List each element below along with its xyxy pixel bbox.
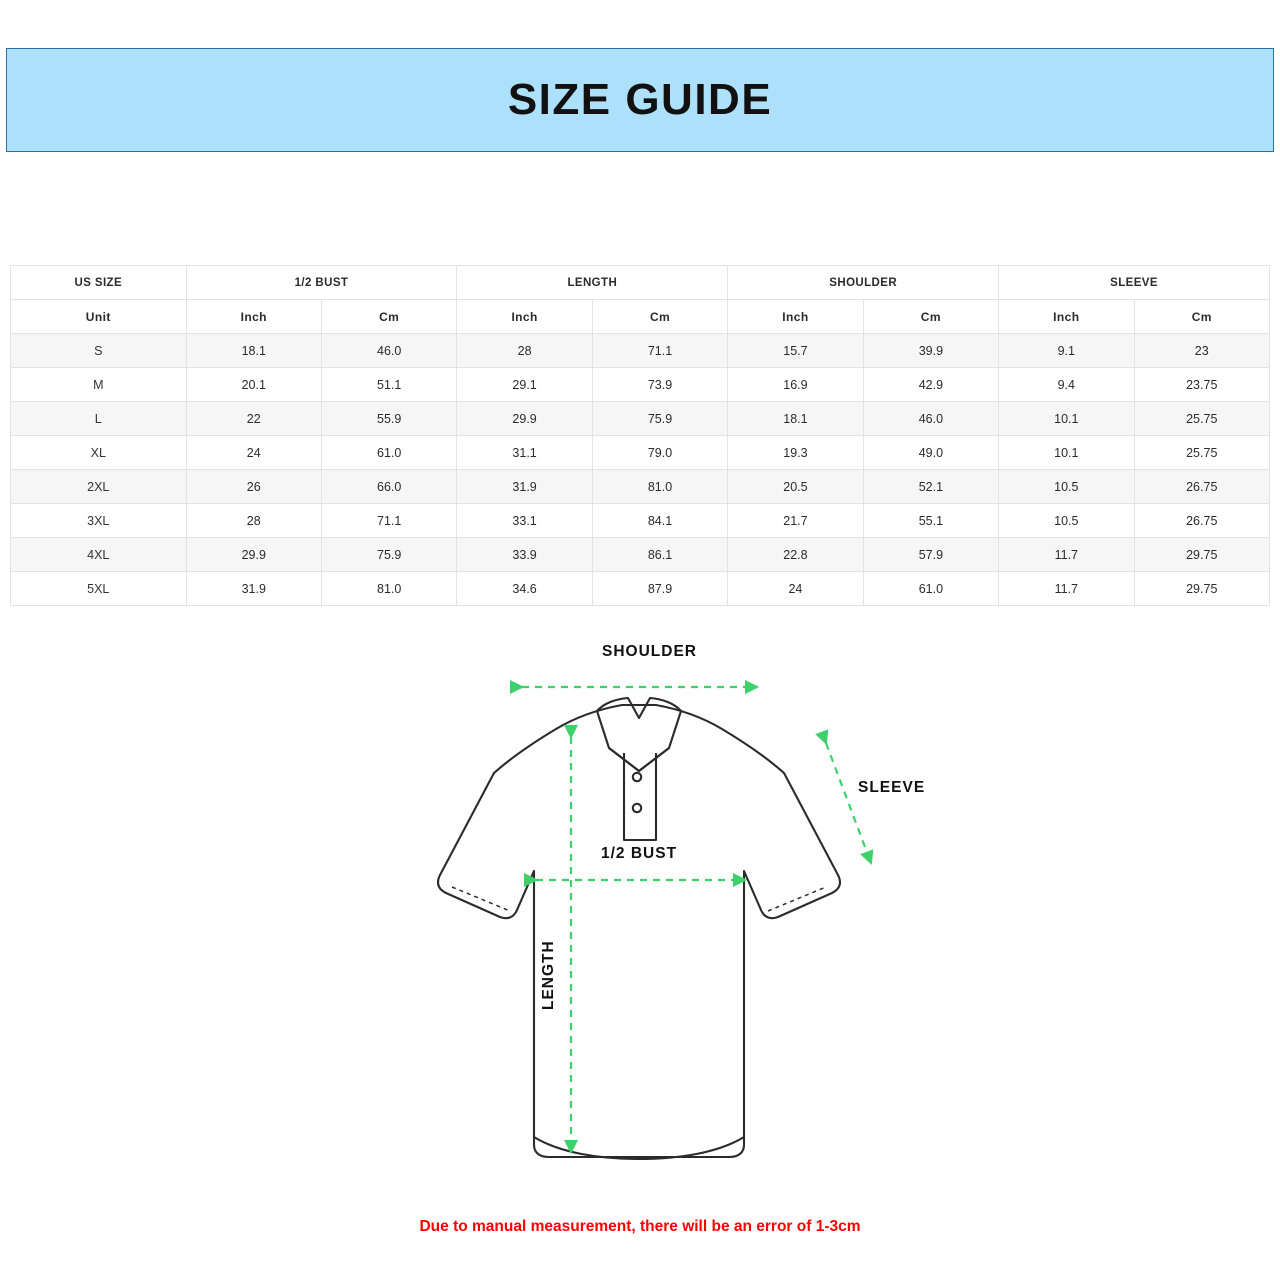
measurement-diagram (0, 625, 1280, 1205)
unit-label: Unit (11, 300, 187, 334)
cell-length-cm: 71.1 (592, 334, 727, 368)
unit-sleeve-inch: Inch (999, 300, 1134, 334)
size-table-container (10, 265, 1270, 606)
cell-shoulder-inch: 22.8 (728, 538, 863, 572)
cell-length-inch: 29.9 (457, 402, 592, 436)
cell-bust-inch: 28 (186, 504, 321, 538)
cell-length-cm: 86.1 (592, 538, 727, 572)
col-header-sleeve: SLEEVE (999, 266, 1270, 300)
measurement-arrows (522, 687, 871, 1152)
cell-sleeve-inch: 9.1 (999, 334, 1134, 368)
table-row (11, 572, 1270, 606)
cell-bust-cm: 61.0 (321, 436, 456, 470)
cell-length-inch: 31.9 (457, 470, 592, 504)
cell-size: S (11, 334, 187, 368)
page-title: SIZE GUIDE (507, 75, 773, 124)
polo-shirt-illustration (0, 625, 1280, 1205)
table-unit-header-row (11, 300, 1270, 334)
measurement-disclaimer: Due to manual measurement, there will be an error of 1-3cm (419, 1218, 861, 1235)
cell-shoulder-inch: 16.9 (728, 368, 863, 402)
cell-sleeve-cm: 25.75 (1134, 436, 1269, 470)
shirt-outline (438, 698, 840, 1159)
cell-sleeve-inch: 10.5 (999, 470, 1134, 504)
cell-shoulder-inch: 18.1 (728, 402, 863, 436)
col-header-us-size: US SIZE (11, 266, 187, 300)
page-banner (6, 48, 1274, 152)
cell-size: 5XL (11, 572, 187, 606)
cell-length-inch: 28 (457, 334, 592, 368)
cell-bust-inch: 20.1 (186, 368, 321, 402)
cell-sleeve-inch: 10.1 (999, 402, 1134, 436)
cell-sleeve-inch: 10.5 (999, 504, 1134, 538)
cell-length-cm: 75.9 (592, 402, 727, 436)
table-row (11, 334, 1270, 368)
size-table (10, 265, 1270, 606)
cell-size: 4XL (11, 538, 187, 572)
cell-bust-inch: 22 (186, 402, 321, 436)
cell-length-inch: 33.1 (457, 504, 592, 538)
cell-length-inch: 34.6 (457, 572, 592, 606)
cell-sleeve-inch: 9.4 (999, 368, 1134, 402)
cell-shoulder-cm: 57.9 (863, 538, 998, 572)
cell-length-cm: 73.9 (592, 368, 727, 402)
cell-size: L (11, 402, 187, 436)
table-row (11, 470, 1270, 504)
cell-sleeve-cm: 29.75 (1134, 572, 1269, 606)
label-sleeve: SLEEVE (858, 779, 926, 796)
cell-bust-cm: 66.0 (321, 470, 456, 504)
cell-length-inch: 33.9 (457, 538, 592, 572)
cell-sleeve-inch: 11.7 (999, 538, 1134, 572)
sleeve-arrow (826, 743, 871, 863)
cell-bust-cm: 46.0 (321, 334, 456, 368)
cell-bust-cm: 55.9 (321, 402, 456, 436)
col-header-length: LENGTH (457, 266, 728, 300)
cell-sleeve-cm: 26.75 (1134, 470, 1269, 504)
cell-bust-cm: 51.1 (321, 368, 456, 402)
cell-shoulder-cm: 46.0 (863, 402, 998, 436)
cell-bust-inch: 18.1 (186, 334, 321, 368)
table-row (11, 368, 1270, 402)
cell-bust-cm: 81.0 (321, 572, 456, 606)
cell-sleeve-cm: 29.75 (1134, 538, 1269, 572)
cell-shoulder-inch: 20.5 (728, 470, 863, 504)
label-bust: 1/2 BUST (601, 845, 678, 862)
cell-size: 2XL (11, 470, 187, 504)
cell-shoulder-inch: 24 (728, 572, 863, 606)
cell-bust-inch: 31.9 (186, 572, 321, 606)
cell-size: M (11, 368, 187, 402)
cell-bust-inch: 29.9 (186, 538, 321, 572)
cell-sleeve-cm: 23 (1134, 334, 1269, 368)
table-body (11, 334, 1270, 606)
cell-bust-inch: 24 (186, 436, 321, 470)
label-length: LENGTH (540, 940, 557, 1010)
cell-sleeve-inch: 11.7 (999, 572, 1134, 606)
col-header-bust: 1/2 BUST (186, 266, 457, 300)
cell-shoulder-cm: 61.0 (863, 572, 998, 606)
unit-length-cm: Cm (592, 300, 727, 334)
cell-size: 3XL (11, 504, 187, 538)
table-row (11, 538, 1270, 572)
unit-length-inch: Inch (457, 300, 592, 334)
unit-shoulder-cm: Cm (863, 300, 998, 334)
cell-sleeve-cm: 25.75 (1134, 402, 1269, 436)
unit-sleeve-cm: Cm (1134, 300, 1269, 334)
table-row (11, 402, 1270, 436)
cell-length-inch: 29.1 (457, 368, 592, 402)
table-group-header-row (11, 266, 1270, 300)
cell-length-cm: 84.1 (592, 504, 727, 538)
cell-length-cm: 87.9 (592, 572, 727, 606)
cell-shoulder-inch: 15.7 (728, 334, 863, 368)
table-head (11, 266, 1270, 334)
unit-shoulder-inch: Inch (728, 300, 863, 334)
cell-shoulder-cm: 55.1 (863, 504, 998, 538)
cell-shoulder-cm: 52.1 (863, 470, 998, 504)
cell-size: XL (11, 436, 187, 470)
cell-bust-cm: 75.9 (321, 538, 456, 572)
col-header-shoulder: SHOULDER (728, 266, 999, 300)
cell-sleeve-inch: 10.1 (999, 436, 1134, 470)
cell-bust-cm: 71.1 (321, 504, 456, 538)
cell-shoulder-cm: 39.9 (863, 334, 998, 368)
cell-shoulder-cm: 49.0 (863, 436, 998, 470)
cell-length-cm: 79.0 (592, 436, 727, 470)
label-shoulder: SHOULDER (602, 643, 697, 660)
cell-length-inch: 31.1 (457, 436, 592, 470)
cell-shoulder-inch: 21.7 (728, 504, 863, 538)
cell-sleeve-cm: 23.75 (1134, 368, 1269, 402)
unit-bust-cm: Cm (321, 300, 456, 334)
cell-shoulder-inch: 19.3 (728, 436, 863, 470)
cell-length-cm: 81.0 (592, 470, 727, 504)
cell-sleeve-cm: 26.75 (1134, 504, 1269, 538)
unit-bust-inch: Inch (186, 300, 321, 334)
table-row (11, 436, 1270, 470)
cell-bust-inch: 26 (186, 470, 321, 504)
cell-shoulder-cm: 42.9 (863, 368, 998, 402)
table-row (11, 504, 1270, 538)
